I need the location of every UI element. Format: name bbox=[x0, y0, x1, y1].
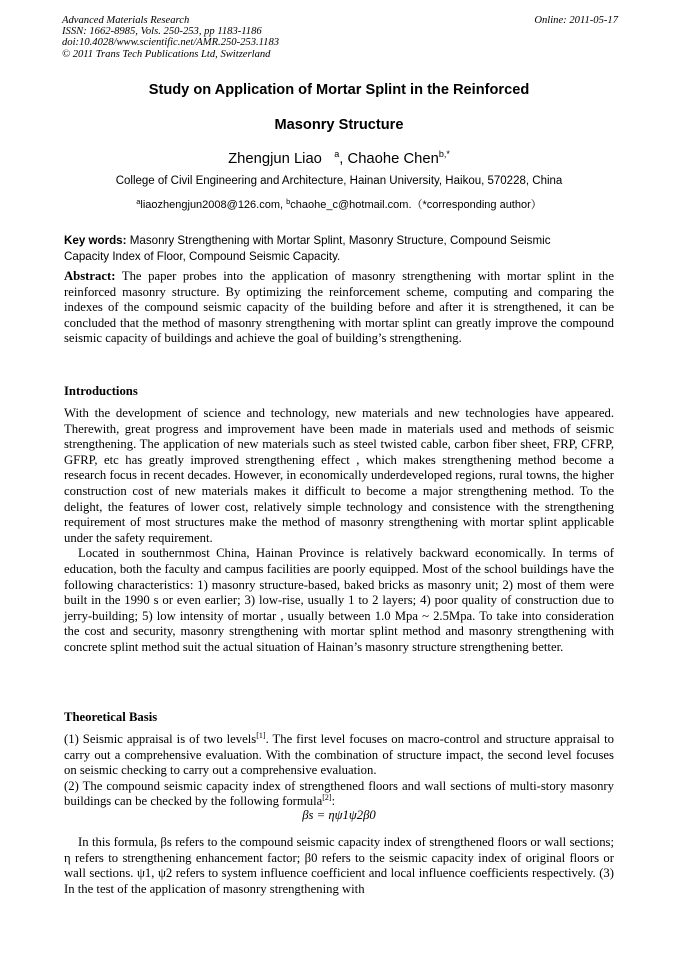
theory-p2-text: (2) The compound seismic capacity index of strengthened floors and wall sections of multi-story masonry buildings can be checked by the following formula bbox=[64, 778, 614, 809]
affiliation: College of Civil Engineering and Architecture, Hainan University, Haikou, 570228, China bbox=[115, 175, 563, 187]
theory-p1-text-cont: . The first level focuses on macro-control and structure appraisal to carry out a comprehensive evaluation. With the combination of structure impact, the second level focuses on seismic checking to carry out a comprehensive evaluation. bbox=[64, 732, 615, 778]
author-2-affil: b,* bbox=[438, 149, 450, 159]
email-b-marker: b bbox=[286, 197, 291, 206]
author-2: Chaohe Chen bbox=[347, 151, 439, 167]
introductions-body bbox=[64, 406, 614, 656]
keywords-label: Key words: bbox=[64, 234, 127, 247]
formula-beta-s: βs = ηψ1ψ2β0 bbox=[302, 808, 376, 822]
theory-p2-colon: : bbox=[331, 794, 336, 809]
intro-paragraph-1: With the development of science and technology, new materials and new technologies have appeared. Therewith, great progress and improvement have been made in materials used and methods of seismic strengthening. The application of new materials such as steel twisted cable, carbon fiber sheet, FRP, CFRP, GFRP, etc has greatly improved strengthening effect , which makes strengthening method become a research focus in recent decades. However, in economically underdeveloped regions, rural towns, the higher construction cost of new materials makes it difficult to become a major strengthening method. To the delight, the features of lower cost, relatively simple technology and consistence with the strengthening requirement of most structures make the method of masonry strengthening with mortar splint applicable under the safety requirement. bbox=[64, 406, 614, 545]
doi-line: doi:10.4028/www.scientific.net/AMR.250-253.1183 bbox=[62, 37, 280, 49]
email-a-marker: a bbox=[136, 197, 141, 206]
author-separator: , bbox=[339, 151, 348, 167]
copyright-line: © 2011 Trans Tech Publications Ltd, Switzerland bbox=[62, 48, 271, 60]
theory-paragraph-3: In this formula, βs refers to the compound seismic capacity index of strengthened floors or wall sections; η refers to strengthening enhancement factor; β0 refers to the seismic capacity index of original floors or wall sections. ψ1, ψ2 refers to system influence coefficient and local influence coefficients respectively. (3) In the test of the application of masonry strengthening with bbox=[64, 835, 614, 896]
section-heading-introductions: Introductions bbox=[64, 384, 138, 398]
citation-2: [2] bbox=[322, 793, 332, 803]
keywords bbox=[64, 233, 592, 264]
theory-paragraph-2 bbox=[64, 779, 614, 810]
section-heading-theoretical-basis: Theoretical Basis bbox=[64, 710, 158, 724]
author-line bbox=[0, 149, 678, 167]
abstract-text: The paper probes into the application of masonry strengthening with mortar splint in the reinforced masonry structure. By optimizing the reinforcement scheme, computing and comparing the indexes of the compound seismic capacity of the building before and after it is strengthened, it can be concluded that the method of masonry strengthening with mortar splint can greatly improve the compound seismic capacity of buildings and achieve the goal of building’s strengthening. bbox=[64, 269, 614, 346]
email-a: liaozhengjun2008@126.com, bbox=[140, 199, 287, 211]
theoretical-body-top bbox=[64, 732, 614, 810]
author-1-affil: a bbox=[334, 149, 340, 159]
online-date: Online: 2011-05-17 bbox=[534, 15, 618, 26]
journal-name: Advanced Materials Research bbox=[62, 15, 190, 26]
paper-title-line-2: Masonry Structure bbox=[274, 117, 404, 133]
paper-title-line-1: Study on Application of Mortar Splint in the Reinforced bbox=[148, 82, 530, 98]
theory-paragraph-1 bbox=[64, 732, 614, 779]
intro-paragraph-2: Located in southernmost China, Hainan Province is relatively backward economically. In terms of education, both the faculty and campus facilities are poorly equipped. Most of the school buildings have the following characteristics: 1) masonry structure-based, baked bricks as masonry unit; 2) most of them were built in the 1990 s or even earlier; 3) low-rise, usually 1 to 2 layers; 4) poor quality of construction due to jerry-building; 5) low intensity of mortar , usually between 1.0 Mpa ~ 2.5Mpa. To take into consideration the cost and security, masonry strengthening with mortar splint method and masonry strengthening with concrete splint method suit the actual situation of Hainan’s masonry structure strengthening better. bbox=[64, 546, 614, 654]
email-b: chaohe_c@hotmail.com.（*corresponding author） bbox=[290, 199, 542, 211]
issn-line: ISSN: 1662-8985, Vols. 250-253, pp 1183-1186 bbox=[62, 26, 262, 38]
journal-header bbox=[62, 15, 618, 60]
author-1: Zhengjun Liao bbox=[228, 151, 322, 167]
author-emails bbox=[0, 196, 678, 212]
keywords-text: Masonry Strengthening with Mortar Splint, Masonry Structure, Compound Seismic Capacity Index of Floor, Compound Seismic Capacity. bbox=[64, 234, 551, 263]
abstract-label: Abstract: bbox=[64, 269, 116, 283]
abstract bbox=[64, 269, 614, 347]
theory-p1-text: (1) Seismic appraisal is of two levels bbox=[64, 732, 257, 746]
citation-1: [1] bbox=[256, 731, 266, 740]
